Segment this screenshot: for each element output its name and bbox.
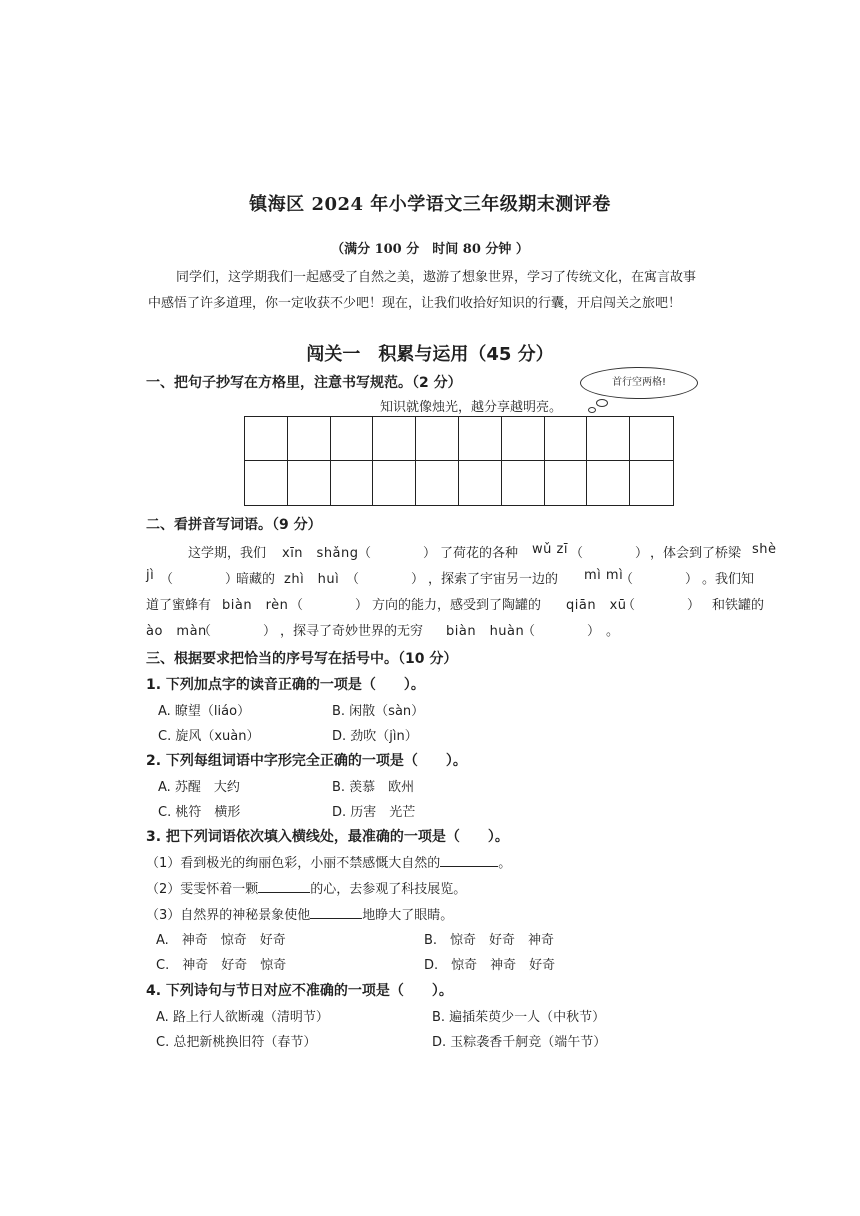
pinyin: xīn shǎng bbox=[282, 546, 359, 561]
fill-blank[interactable] bbox=[440, 854, 498, 867]
option-d[interactable]: D. 劲吹（jìn） bbox=[332, 729, 418, 744]
fill-text: （1）看到极光的绚丽色彩，小丽不禁感慨大自然的 bbox=[146, 856, 441, 871]
answer-blank[interactable]: （ ） bbox=[622, 598, 701, 613]
option-c[interactable]: C. 桃符 横形 bbox=[158, 805, 241, 820]
exam-subtitle: （满分 100 分 时间 80 分钟 ） bbox=[331, 242, 529, 257]
option-b[interactable]: B. 闲散（sàn） bbox=[332, 704, 425, 719]
grid-cell[interactable] bbox=[288, 417, 331, 461]
q3-4-stem: 4. 下列诗句与节日对应不准确的一项是（ ）。 bbox=[146, 983, 453, 999]
pinyin: jì bbox=[146, 568, 155, 583]
grid-cell[interactable] bbox=[630, 461, 673, 505]
grid-cell[interactable] bbox=[587, 417, 630, 461]
bubble-tail-dot bbox=[596, 399, 608, 407]
pinyin: qiān xū bbox=[566, 598, 627, 613]
fill-text: （2）雯雯怀着一颗 bbox=[146, 882, 259, 897]
fill-text: （3）自然界的神秘景象使他 bbox=[146, 908, 311, 923]
option-a[interactable]: A. 苏醒 大约 bbox=[158, 780, 240, 795]
q2-text: 暗藏的 bbox=[236, 572, 276, 587]
option-c[interactable]: C. 总把新桃换旧符（春节） bbox=[156, 1035, 317, 1050]
answer-blank[interactable]: （ ） bbox=[290, 598, 369, 613]
pinyin: ào màn bbox=[146, 624, 207, 639]
q3-heading: 三、根据要求把恰当的序号写在括号中。（10 分） bbox=[146, 651, 458, 667]
q3-1-stem: 1. 下列加点字的读音正确的一项是（ ）。 bbox=[146, 677, 425, 693]
q2-text: 。我们知 bbox=[702, 572, 755, 587]
answer-blank[interactable]: （ ） bbox=[522, 624, 601, 639]
answer-blank[interactable]: （ ） bbox=[160, 572, 239, 587]
q1-heading: 一、把句子抄写在方格里，注意书写规范。（2 分） bbox=[146, 375, 462, 391]
option-b[interactable]: B. 羡慕 欧州 bbox=[332, 780, 415, 795]
q2-text: 道了蜜蜂有 bbox=[146, 598, 212, 613]
pinyin: biàn huàn bbox=[446, 624, 525, 639]
fill-blank[interactable] bbox=[258, 880, 310, 893]
writing-grid[interactable] bbox=[244, 416, 674, 506]
pinyin: mì mì bbox=[584, 568, 624, 583]
option-c[interactable]: C. 旋风（xuàn） bbox=[158, 729, 260, 744]
q2-text: 了荷花的各种 bbox=[440, 546, 519, 561]
grid-cell[interactable] bbox=[331, 417, 374, 461]
option-a[interactable]: A. 神奇 惊奇 好奇 bbox=[156, 933, 286, 948]
option-b[interactable]: B. 惊奇 好奇 神奇 bbox=[424, 933, 555, 948]
grid-cell[interactable] bbox=[245, 461, 288, 505]
grid-cell[interactable] bbox=[630, 417, 673, 461]
grid-cell[interactable] bbox=[416, 417, 459, 461]
option-b[interactable]: B. 遍插茱萸少一人（中秋节） bbox=[432, 1010, 606, 1025]
grid-cell[interactable] bbox=[331, 461, 374, 505]
q3-2-stem: 2. 下列每组词语中字形完全正确的一项是（ ）。 bbox=[146, 753, 467, 769]
option-d[interactable]: D. 历害 光芒 bbox=[332, 805, 416, 820]
answer-blank[interactable]: （ ） bbox=[358, 546, 437, 561]
answer-blank[interactable]: （ ） bbox=[346, 572, 425, 587]
grid-cell[interactable] bbox=[459, 417, 502, 461]
fill-blank[interactable] bbox=[310, 906, 362, 919]
option-c[interactable]: C. 神奇 好奇 惊奇 bbox=[156, 958, 287, 973]
grid-cell[interactable] bbox=[502, 461, 545, 505]
fill-line-2 bbox=[146, 878, 466, 897]
grid-cell[interactable] bbox=[502, 417, 545, 461]
grid-cell[interactable] bbox=[545, 417, 588, 461]
q2-text: 。 bbox=[606, 624, 620, 639]
grid-cell[interactable] bbox=[416, 461, 459, 505]
option-a[interactable]: A. 瞭望（liáo） bbox=[158, 704, 251, 719]
intro-line-1: 同学们，这学期我们一起感受了自然之美，遨游了想象世界，学习了传统文化，在寓言故事 bbox=[176, 270, 697, 285]
hint-bubble: 首行空两格! bbox=[580, 367, 698, 399]
intro-line-2: 中感悟了许多道理，你一定收获不少吧！现在，让我们收拾好知识的行囊，开启闯关之旅吧！ bbox=[148, 296, 682, 311]
fill-text: 地睁大了眼睛。 bbox=[362, 908, 454, 923]
grid-cell[interactable] bbox=[373, 461, 416, 505]
grid-cell[interactable] bbox=[587, 461, 630, 505]
q2-text: ，探索了宇宙另一边的 bbox=[428, 572, 559, 587]
fill-line-3 bbox=[146, 904, 453, 923]
answer-blank[interactable]: （ ） bbox=[620, 572, 699, 587]
q2-text: 方向的能力，感受到了陶罐的 bbox=[372, 598, 542, 613]
pinyin: zhì huì bbox=[284, 572, 340, 587]
q3-3-stem: 3. 把下列词语依次填入横线处，最准确的一项是（ ）。 bbox=[146, 829, 509, 845]
q2-text: ，体会到了桥梁 bbox=[650, 546, 742, 561]
q2-text: ，探寻了奇妙世界的无穷 bbox=[280, 624, 424, 639]
fill-text: 。 bbox=[498, 856, 512, 871]
exam-title: 镇海区 2024 年小学语文三年级期末测评卷 bbox=[249, 194, 611, 215]
pinyin: wǔ zī bbox=[532, 542, 568, 557]
q2-heading: 二、看拼音写词语。（9 分） bbox=[146, 517, 322, 533]
grid-cell[interactable] bbox=[545, 461, 588, 505]
option-a[interactable]: A. 路上行人欲断魂（清明节） bbox=[156, 1010, 329, 1025]
grid-cell[interactable] bbox=[245, 417, 288, 461]
grid-cell[interactable] bbox=[288, 461, 331, 505]
option-d[interactable]: D. 惊奇 神奇 好奇 bbox=[424, 958, 556, 973]
q2-text: 这学期，我们 bbox=[188, 546, 267, 561]
answer-blank[interactable]: （ ） bbox=[198, 624, 277, 639]
grid-cell[interactable] bbox=[459, 461, 502, 505]
fill-line-1 bbox=[146, 852, 511, 871]
fill-text: 的心，去参观了科技展览。 bbox=[310, 882, 467, 897]
option-d[interactable]: D. 玉粽袭香千舸竞（端午节） bbox=[432, 1035, 607, 1050]
answer-blank[interactable]: （ ） bbox=[570, 546, 649, 561]
grid-cell[interactable] bbox=[373, 417, 416, 461]
pinyin: shè bbox=[752, 542, 777, 557]
q2-text: 和铁罐的 bbox=[712, 598, 765, 613]
part1-title: 闯关一 积累与运用（45 分） bbox=[306, 344, 554, 365]
pinyin: biàn rèn bbox=[222, 598, 289, 613]
bubble-tail-dot bbox=[588, 407, 596, 413]
copy-sentence: 知识就像烛光，越分享越明亮。 bbox=[380, 400, 563, 415]
